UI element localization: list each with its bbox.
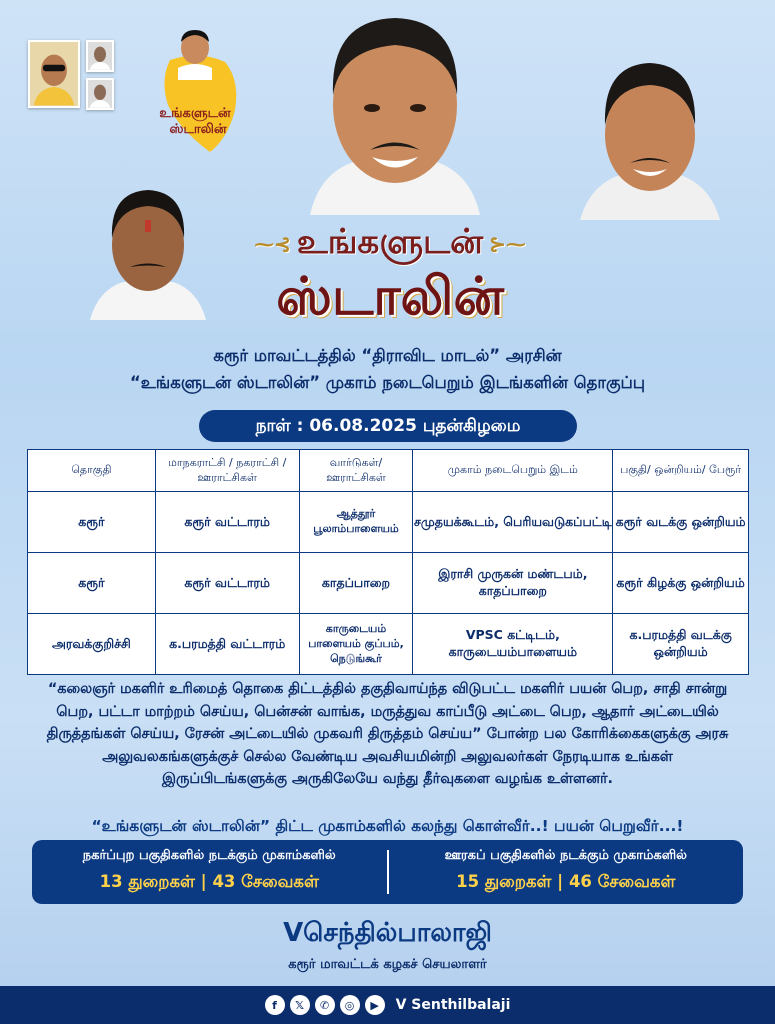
- signer-role: கரூர் மாவட்டக் கழகச் செயலாளர்: [288, 957, 487, 972]
- right-ornament-icon: ⊱⁓: [489, 232, 526, 256]
- cell-venue: சமுதயக்கூடம், பெரியவடுகப்பட்டி: [413, 492, 613, 553]
- header-constituency: தொகுதி: [28, 450, 156, 492]
- cell-constituency: கரூர்: [28, 492, 156, 553]
- thumbnail-small-2: [86, 78, 114, 110]
- rural-stats-numbers: 15 துறைகள் | 46 சேவைகள்: [456, 872, 676, 891]
- social-handle[interactable]: V Senthilbalaji: [395, 997, 511, 1013]
- youtube-icon[interactable]: ▶: [365, 995, 385, 1015]
- camp-locations-table: [27, 449, 749, 675]
- leader-portrait-left: [88, 170, 208, 320]
- cell-constituency: கரூர்: [28, 553, 156, 614]
- cell-area: க.பரமத்தி வடக்கு ஒன்றியம்: [613, 614, 749, 675]
- cell-local-body: க.பரமத்தி வட்டாரம்: [155, 614, 299, 675]
- urban-stats-label: நகர்ப்புற பகுதிகளில் நடக்கும் முகாம்களில்: [82, 848, 336, 863]
- header-area: பகுதி/ ஒன்றியம்/ பேரூர்: [613, 450, 749, 492]
- cell-local-body: கரூர் வட்டாரம்: [155, 492, 299, 553]
- services-paragraph: “கலைஞர் மகளிர் உரிமைத் தொகை திட்டத்தில் தகுதிவாய்ந்த விடுபட்ட மகளிர் பயன் பெற, சாதி சான்று பெற, பட்டா மாற்றம் செய்ய, பென்சன் வாங்க, மருத்துவ காப்பீடு அட்டை பெற, ஆதார் அட்டையில் திருத்தங்கள் செய்ய, ரேசன் அட்டையில் முகவரி திருத்தம் செய்ய” போன்ற பல கோரிக்கைகளுக்கு அரசு அலுவலகங்களுக்குச் செல்ல வேண்டிய அவசியமின்றி அலுவலர்கள் நேரடியாக உங்கள் இருப்பிடங்களுக்கு அருகிலேயே வந்து தீர்வுகளை வழங்க உள்ளனர்.: [46, 681, 729, 787]
- table-row: [28, 492, 749, 553]
- header-venue: முகாம் நடைபெறும் இடம்: [413, 450, 613, 492]
- title-line2: ஸ்டாலின்: [276, 266, 504, 327]
- slogan: “உங்களுடன் ஸ்டாலின்” திட்ட முகாம்களில் கலந்து கொள்வீர்..! பயன் பெறுவீர்...!: [91, 817, 684, 835]
- rural-stats: [389, 840, 744, 904]
- cell-area: கரூர் கிழக்கு ஒன்றியம்: [613, 553, 749, 614]
- whatsapp-icon[interactable]: ✆: [315, 995, 335, 1015]
- cell-local-body: கரூர் வட்டாரம்: [155, 553, 299, 614]
- date-badge: நாள் : 06.08.2025 புதன்கிழமை: [199, 410, 577, 442]
- rural-stats-label: ஊரகப் பகுதிகளில் நடக்கும் முகாம்களில்: [444, 848, 687, 863]
- social-footer: [0, 986, 775, 1024]
- facebook-icon[interactable]: f: [265, 995, 285, 1015]
- thumbnail-main: [28, 40, 80, 108]
- campaign-badge: [140, 20, 250, 160]
- instagram-icon[interactable]: ◎: [340, 995, 360, 1015]
- cell-venue: இராசி முருகன் மண்டபம், காதப்பாறை: [413, 553, 613, 614]
- left-ornament-icon: ⁓⊰: [254, 232, 291, 256]
- table-row: [28, 553, 749, 614]
- cell-area: கரூர் வடக்கு ஒன்றியம்: [613, 492, 749, 553]
- signer-name: Vசெந்தில்பாலாஜி: [283, 918, 492, 948]
- table-row: [28, 614, 749, 675]
- thumbnail-small-1: [86, 40, 114, 72]
- leader-portrait-center: [300, 0, 490, 215]
- subtitle-line1: கரூர் மாவட்டத்தில் “திராவிட மாடல்” அரசின்: [213, 346, 562, 365]
- title-line1: உங்களுடன்: [296, 222, 484, 262]
- table-header-row: [28, 450, 749, 492]
- badge-line2: ஸ்டாலின்: [169, 122, 227, 137]
- subtitle-line2: “உங்களுடன் ஸ்டாலின்” முகாம் நடைபெறும் இடங்களின் தொகுப்பு: [129, 373, 646, 392]
- badge-line1: உங்களுடன்: [159, 106, 231, 121]
- cell-venue: VPSC கட்டிடம், காருடையம்பாளையம்: [413, 614, 613, 675]
- urban-stats-numbers: 13 துறைகள் | 43 சேவைகள்: [99, 872, 319, 891]
- main-title: [200, 222, 580, 332]
- cell-ward: காருடையம் பாளையம் குப்பம், நெடுங்கூர்: [299, 614, 413, 675]
- cell-constituency: அரவக்குறிச்சி: [28, 614, 156, 675]
- header-ward: வார்டுகள்/ ஊராட்சிகள்: [299, 450, 413, 492]
- cell-ward: ஆத்தூர் பூலாம்பாளையம்: [299, 492, 413, 553]
- signer-block: [0, 918, 775, 973]
- urban-stats: [32, 840, 387, 904]
- services-stats-bar: [32, 840, 743, 904]
- cell-ward: காதப்பாறை: [299, 553, 413, 614]
- leader-thumbnails: [28, 40, 118, 120]
- leader-portrait-right: [575, 45, 725, 220]
- header-local-body: மாநகராட்சி / நகராட்சி / ஊராட்சிகள்: [155, 450, 299, 492]
- x-icon[interactable]: 𝕏: [290, 995, 310, 1015]
